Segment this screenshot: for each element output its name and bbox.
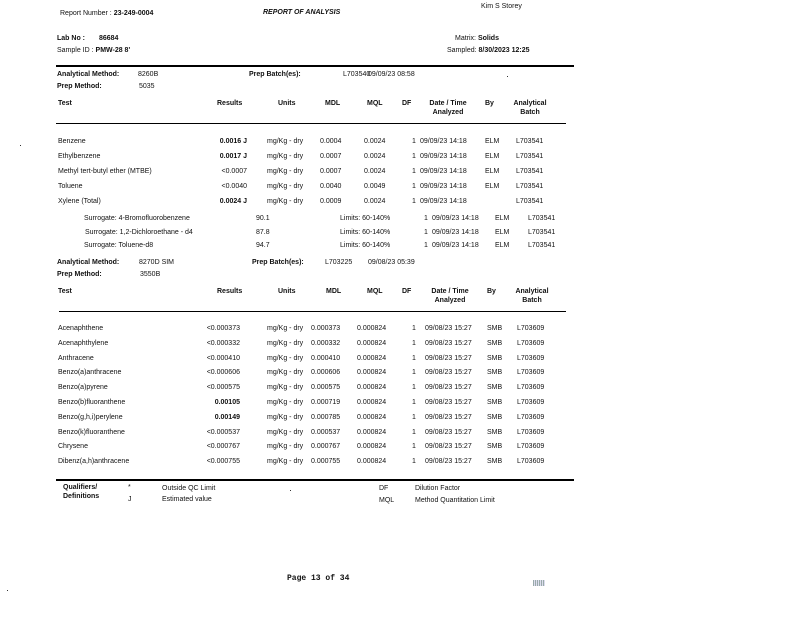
df-value: 1	[412, 168, 416, 175]
table-row	[0, 325, 800, 337]
analyst: SMB	[487, 443, 503, 451]
analytical-batch: L703541	[528, 242, 556, 249]
col-batch-line2: Batch	[520, 109, 540, 116]
s2-prep-batch: L703225	[325, 259, 353, 266]
analyst: ELM	[485, 183, 500, 190]
table-row	[0, 399, 800, 411]
mdl-value: 0.000575	[311, 384, 341, 392]
scan-mark-icon	[533, 580, 545, 586]
mdl-value: 0.000537	[311, 428, 341, 436]
col-by: By	[485, 100, 494, 107]
df-value: 1	[412, 138, 416, 145]
matrix-value: Solids	[477, 35, 499, 42]
s2-method: 8270D SIM	[139, 259, 175, 266]
mdl-value: 0.0004	[320, 138, 342, 145]
surrogate-name: Surrogate: 1,2-Dichloroethane - d4	[85, 228, 193, 236]
test-name: Dibenz(a,h)anthracene	[58, 458, 130, 466]
lab-no-label: Lab No :	[57, 35, 85, 42]
mdl-value: 0.000373	[311, 325, 341, 332]
matrix-label: Matrix:	[455, 35, 476, 42]
analyst: SMB	[487, 458, 503, 466]
units: mg/Kg - dry	[267, 325, 304, 332]
analyst: ELM	[485, 168, 500, 175]
s1-header-divider	[56, 123, 566, 124]
mql-value: 0.000824	[357, 428, 387, 436]
qualifier-1-symbol: *	[128, 484, 131, 491]
analytical-batch: L703541	[528, 215, 556, 222]
mdl-value: 0.000767	[311, 443, 341, 451]
table-row	[0, 458, 800, 470]
surrogate-limits: Limits: 60-140%	[340, 215, 391, 222]
date-analyzed: 09/09/23 14:18	[420, 183, 467, 190]
result-value: <0.000767	[206, 443, 240, 451]
df-value: 1	[412, 413, 416, 421]
analytical-batch: L703541	[528, 228, 556, 236]
analytical-batch: L703609	[517, 413, 545, 421]
mdl-value: 0.0007	[320, 168, 342, 175]
df-value: 1	[412, 443, 416, 451]
analytical-batch: L703541	[516, 183, 544, 190]
col-test: Test	[58, 100, 72, 107]
df-value: 1	[412, 339, 416, 347]
report-number	[60, 10, 153, 17]
analytical-batch: L703609	[517, 369, 545, 377]
s1-prep-batch-time: 09/09/23 08:58	[368, 71, 415, 78]
mql-value: 0.000824	[357, 443, 387, 451]
mql-value: 0.000824	[357, 354, 387, 362]
mql-value: 0.000824	[357, 325, 387, 332]
scan-speck	[20, 145, 21, 146]
col-date-time	[423, 99, 473, 117]
analyst: ELM	[495, 215, 510, 222]
df-value: 1	[412, 198, 416, 205]
units: mg/Kg - dry	[267, 443, 304, 451]
test-name: Acenaphthylene	[58, 339, 109, 347]
mdl-value: 0.000719	[311, 399, 341, 406]
mql-value: 0.0024	[364, 153, 386, 160]
col-df-2: DF	[402, 288, 412, 295]
date-analyzed: 09/08/23 15:27	[425, 428, 472, 436]
mql-value: 0.000824	[357, 369, 387, 377]
col-mql-2: MQL	[367, 288, 383, 295]
analytical-batch: L703609	[517, 354, 545, 362]
surrogate-name: Surrogate: 4-Bromofluorobenzene	[84, 215, 190, 222]
s2-method-label: Analytical Method:	[57, 259, 120, 266]
mql-value: 0.000824	[357, 384, 387, 392]
table-row	[0, 168, 800, 180]
test-name: Chrysene	[58, 443, 88, 451]
page-number: Page 13 of 34	[287, 574, 350, 583]
surrogate-name: Surrogate: Toluene-d8	[84, 242, 154, 249]
analytical-batch: L703541	[516, 168, 544, 175]
s2-prep-method: 3550B	[140, 271, 161, 278]
test-name: Anthracene	[58, 354, 94, 362]
df-value: 1	[412, 325, 416, 332]
result-value: <0.0007	[221, 168, 247, 175]
mql-value: 0.0024	[364, 198, 386, 205]
table-row	[0, 183, 800, 195]
analyst: ELM	[485, 138, 500, 145]
mdl-value: 0.000332	[311, 339, 341, 347]
units: mg/Kg - dry	[267, 168, 304, 175]
result-value: <0.000332	[206, 339, 240, 347]
mdl-value: 0.000606	[311, 369, 341, 377]
analyst: SMB	[487, 325, 503, 332]
units: mg/Kg - dry	[267, 384, 304, 392]
test-name: Benzo(k)fluoranthene	[58, 428, 125, 436]
analyst: SMB	[487, 384, 503, 392]
lab-no	[57, 35, 118, 42]
analytical-batch: L703609	[517, 384, 545, 392]
result-value: 0.0016 J	[219, 138, 247, 145]
s1-prep-method-label: Prep Method:	[57, 83, 102, 90]
analytical-batch: L703609	[517, 399, 545, 406]
mdl-value: 0.000785	[311, 413, 341, 421]
s2-prep-method-label: Prep Method:	[57, 271, 102, 278]
col-date-time-2-line2: Analyzed	[434, 297, 466, 304]
surrogate-limits: Limits: 60-140%	[340, 242, 391, 249]
analyst: SMB	[487, 399, 503, 406]
date-analyzed: 09/09/23 14:18	[420, 138, 467, 145]
result-value: <0.000606	[206, 369, 240, 377]
analyst: ELM	[495, 228, 510, 236]
col-units-2: Units	[278, 288, 296, 295]
table-row	[0, 384, 800, 396]
definition-2-symbol: MQL	[379, 497, 395, 504]
s1-prep-batch-label: Prep Batch(es):	[249, 71, 301, 78]
col-by-2: By	[487, 288, 496, 295]
units: mg/Kg - dry	[267, 153, 304, 160]
analyst: SMB	[487, 339, 503, 347]
col-batch-2-line1: Analytical	[515, 288, 549, 295]
mql-value: 0.0024	[364, 168, 386, 175]
units: mg/Kg - dry	[267, 354, 304, 362]
df-value: 1	[412, 428, 416, 436]
test-name: Ethylbenzene	[58, 153, 101, 160]
result-value: <0.000410	[206, 354, 240, 362]
df-value: 1	[412, 354, 416, 362]
col-batch-2	[510, 287, 554, 305]
qualifiers-label	[63, 483, 99, 501]
date-analyzed: 09/08/23 15:27	[425, 384, 472, 392]
test-name: Benzene	[58, 138, 86, 145]
df-value: 1	[412, 399, 416, 406]
table-row	[0, 443, 800, 455]
df-value: 1	[424, 228, 428, 236]
definition-1-symbol: DF	[379, 485, 389, 492]
test-name: Benzo(b)fluoranthene	[58, 399, 126, 406]
test-name: Toluene	[58, 183, 83, 190]
mql-value: 0.000824	[357, 339, 387, 347]
qualifiers-label-line2: Definitions	[63, 493, 100, 500]
analyst: SMB	[487, 428, 503, 436]
table-row	[0, 429, 800, 441]
df-value: 1	[412, 183, 416, 190]
col-mdl: MDL	[325, 100, 341, 107]
analyst: ELM	[495, 242, 510, 249]
units: mg/Kg - dry	[267, 413, 304, 421]
test-name: Benzo(a)pyrene	[58, 384, 108, 392]
mql-value: 0.0049	[364, 183, 386, 190]
test-name: Benzo(a)anthracene	[58, 369, 122, 377]
col-units: Units	[278, 100, 296, 107]
sample-id	[57, 47, 130, 54]
col-mdl-2: MDL	[326, 288, 342, 295]
test-name: Xylene (Total)	[58, 198, 101, 205]
date-analyzed: 09/09/23 14:18	[432, 228, 479, 236]
table-row	[0, 369, 800, 381]
date-analyzed: 09/08/23 15:27	[425, 369, 472, 377]
df-value: 1	[412, 153, 416, 160]
sample-id-value: PMW-28 8'	[95, 47, 131, 54]
col-test-2: Test	[58, 288, 72, 295]
signer-name: Kim S Storey	[481, 3, 522, 10]
result-value: <0.000575	[206, 384, 240, 392]
surrogate-row	[0, 229, 800, 241]
sampled	[447, 47, 530, 54]
test-name: Benzo(g,h,i)perylene	[58, 413, 123, 421]
result-value: <0.000373	[206, 325, 240, 332]
analytical-batch: L703541	[516, 198, 544, 205]
date-analyzed: 09/08/23 15:27	[425, 458, 472, 466]
surrogate-recovery: 94.7	[256, 242, 270, 249]
scan-speck	[507, 76, 508, 77]
date-analyzed: 09/09/23 14:18	[432, 242, 479, 249]
definition-2-text: Method Quantitation Limit	[415, 497, 495, 504]
analyst: ELM	[485, 153, 500, 160]
result-value: <0.000537	[206, 428, 240, 436]
analytical-batch: L703609	[517, 428, 545, 436]
result-value: <0.000755	[206, 458, 240, 466]
s2-prep-batch-label: Prep Batch(es):	[252, 259, 304, 266]
analytical-batch: L703609	[517, 339, 545, 347]
date-analyzed: 09/08/23 15:27	[425, 399, 472, 406]
table-row	[0, 153, 800, 165]
date-analyzed: 09/08/23 15:27	[425, 354, 472, 362]
table-row	[0, 414, 800, 426]
sampled-label: Sampled:	[447, 47, 477, 54]
date-analyzed: 09/09/23 14:18	[432, 215, 479, 222]
table-row	[0, 198, 800, 210]
df-value: 1	[412, 384, 416, 392]
result-value: 0.00105	[214, 399, 240, 406]
result-value: 0.0017 J	[219, 153, 247, 160]
col-results-2: Results	[217, 288, 243, 295]
s1-prep-method: 5035	[139, 83, 155, 90]
qualifier-2-text: Estimated value	[162, 496, 212, 503]
matrix	[455, 35, 499, 42]
scan-speck	[290, 490, 291, 491]
analytical-batch: L703609	[517, 443, 545, 451]
col-date-time-line1: Date / Time	[429, 100, 467, 107]
mql-value: 0.000824	[357, 399, 387, 406]
df-value: 1	[412, 369, 416, 377]
qualifiers-label-line1: Qualifiers/	[63, 484, 98, 491]
col-batch-2-line2: Batch	[522, 297, 542, 304]
qualifier-1-text: Outside QC Limit	[162, 485, 216, 492]
analyst: SMB	[487, 413, 503, 421]
report-number-value: 23-249-0004	[113, 10, 154, 17]
result-value: 0.0024 J	[219, 198, 247, 205]
report-number-label: Report Number :	[60, 10, 112, 17]
mql-value: 0.000824	[357, 413, 387, 421]
date-analyzed: 09/08/23 15:27	[425, 443, 472, 451]
date-analyzed: 09/08/23 15:27	[425, 325, 472, 332]
col-date-time-2-line1: Date / Time	[431, 288, 469, 295]
analyst: SMB	[487, 354, 503, 362]
sampled-value: 8/30/2023 12:25	[478, 47, 530, 54]
sample-id-label: Sample ID :	[57, 47, 94, 54]
mql-value: 0.000824	[357, 458, 387, 466]
analytical-batch: L703609	[517, 458, 545, 466]
df-value: 1	[424, 215, 428, 222]
col-batch	[508, 99, 552, 117]
units: mg/Kg - dry	[267, 339, 304, 347]
s1-prep-batch: L703540	[343, 71, 371, 78]
result-value: 0.00149	[214, 413, 240, 421]
s2-prep-batch-time: 09/08/23 05:39	[368, 259, 415, 266]
mdl-value: 0.0040	[320, 183, 342, 190]
result-value: <0.0040	[221, 183, 247, 190]
surrogate-recovery: 87.8	[256, 228, 270, 236]
col-results: Results	[217, 100, 243, 107]
s1-method-label: Analytical Method:	[57, 71, 120, 78]
analytical-batch: L703541	[516, 138, 544, 145]
units: mg/Kg - dry	[267, 369, 304, 377]
surrogate-limits: Limits: 60-140%	[340, 228, 391, 236]
col-batch-line1: Analytical	[513, 100, 547, 107]
s1-method: 8260B	[138, 71, 159, 78]
col-date-time-line2: Analyzed	[432, 109, 464, 116]
scan-speck	[7, 590, 8, 591]
date-analyzed: 09/09/23 14:18	[420, 153, 467, 160]
mdl-value: 0.0007	[320, 153, 342, 160]
table-row	[0, 355, 800, 367]
units: mg/Kg - dry	[267, 428, 304, 436]
date-analyzed: 09/08/23 15:27	[425, 339, 472, 347]
lab-no-value: 86684	[98, 35, 119, 42]
s2-header-divider	[59, 311, 566, 312]
report-title: REPORT OF ANALYSIS	[263, 9, 341, 16]
col-date-time-2	[425, 287, 475, 305]
surrogate-row	[0, 242, 800, 254]
definition-1-text: Dilution Factor	[415, 485, 461, 492]
analyst: SMB	[487, 369, 503, 377]
units: mg/Kg - dry	[267, 399, 304, 406]
test-name: Methyl tert-butyl ether (MTBE)	[58, 168, 152, 175]
mql-value: 0.0024	[364, 138, 386, 145]
surrogate-recovery: 90.1	[256, 215, 270, 222]
units: mg/Kg - dry	[267, 138, 304, 145]
units: mg/Kg - dry	[267, 198, 304, 205]
date-analyzed: 09/09/23 14:18	[420, 198, 467, 205]
date-analyzed: 09/08/23 15:27	[425, 413, 472, 421]
header-divider	[56, 65, 574, 67]
date-analyzed: 09/09/23 14:18	[420, 168, 467, 175]
analytical-batch: L703609	[517, 325, 545, 332]
table-row	[0, 138, 800, 150]
col-mql: MQL	[367, 100, 383, 107]
df-value: 1	[424, 242, 428, 249]
col-df: DF	[402, 100, 412, 107]
analytical-batch: L703541	[516, 153, 544, 160]
table-row	[0, 340, 800, 352]
surrogate-row	[0, 215, 800, 227]
units: mg/Kg - dry	[267, 183, 304, 190]
mdl-value: 0.000755	[311, 458, 341, 466]
mdl-value: 0.000410	[311, 354, 341, 362]
units: mg/Kg - dry	[267, 458, 304, 466]
test-name: Acenaphthene	[58, 325, 104, 332]
qualifier-2-symbol: J	[128, 496, 132, 503]
footer-divider	[56, 479, 574, 481]
df-value: 1	[412, 458, 416, 466]
mdl-value: 0.0009	[320, 198, 342, 205]
